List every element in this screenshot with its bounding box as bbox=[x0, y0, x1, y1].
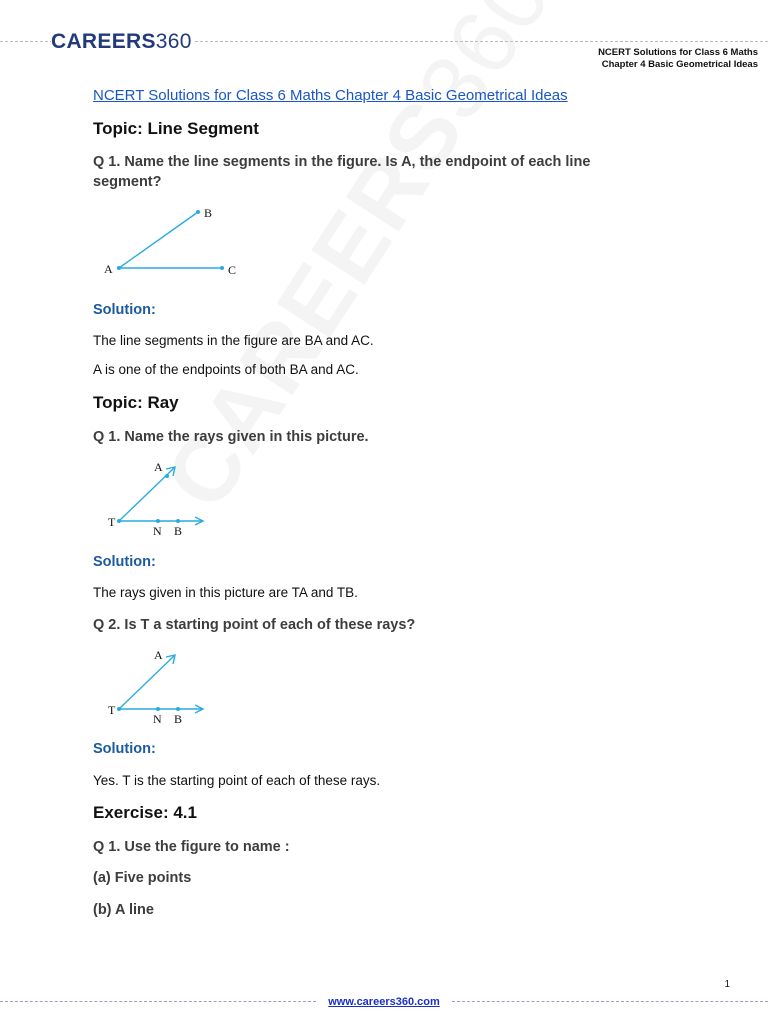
point-a bbox=[117, 266, 121, 270]
line-segment-question: Q 1. Name the line segments in the figure. Is A, the endpoint of each line segment? bbox=[93, 154, 591, 190]
header-doc-title-line2: Chapter 4 Basic Geometrical Ideas bbox=[601, 59, 758, 70]
header-doc-title bbox=[598, 47, 758, 71]
label-n: N bbox=[153, 524, 162, 538]
label-a: A bbox=[154, 460, 163, 474]
point-a bbox=[165, 474, 169, 478]
footer-website-link[interactable]: www.careers360.com bbox=[328, 996, 440, 1008]
label-c: C bbox=[228, 263, 237, 277]
segment-ab bbox=[119, 212, 198, 268]
solution-label: Solution: bbox=[93, 302, 156, 318]
page-number: 1 bbox=[724, 979, 730, 990]
chapter-title-link[interactable]: NCERT Solutions for Class 6 Maths Chapter 4 Basic Geometrical Ideas bbox=[93, 87, 568, 104]
ray-figure-1 bbox=[100, 458, 220, 538]
label-t: T bbox=[108, 703, 116, 717]
exercise-heading: Exercise: 4.1 bbox=[93, 803, 197, 822]
point-c bbox=[220, 266, 224, 270]
point-b bbox=[196, 210, 200, 214]
ray-answer-1: The rays given in this picture are TA and TB. bbox=[93, 585, 358, 600]
solution-label: Solution: bbox=[93, 741, 156, 757]
line-segment-figure bbox=[100, 204, 250, 284]
label-b: B bbox=[204, 206, 213, 220]
label-b: B bbox=[174, 712, 183, 726]
exercise-part-a: (a) Five points bbox=[93, 870, 192, 886]
ray-question-2: Q 2. Is T a starting point of each of these rays? bbox=[93, 617, 416, 633]
ray-figure-2 bbox=[100, 646, 220, 726]
ray-question-1: Q 1. Name the rays given in this picture. bbox=[93, 429, 369, 445]
topic-ray: Topic: Ray bbox=[93, 393, 179, 412]
solution-label: Solution: bbox=[93, 554, 156, 570]
point-b bbox=[176, 707, 180, 711]
label-n: N bbox=[153, 712, 162, 726]
ray-answer-2: Yes. T is the starting point of each of these rays. bbox=[93, 773, 381, 788]
point-t bbox=[117, 519, 121, 523]
point-t bbox=[117, 707, 121, 711]
label-a: A bbox=[154, 648, 163, 662]
exercise-question-1: Q 1. Use the figure to name : bbox=[93, 839, 290, 855]
header-doc-title-line1: NCERT Solutions for Class 6 Maths bbox=[598, 47, 758, 58]
label-b: B bbox=[174, 524, 183, 538]
exercise-part-b: (b) A line bbox=[93, 902, 154, 918]
label-a: A bbox=[104, 262, 113, 276]
line-segment-answer-1: The line segments in the figure are BA and AC. bbox=[93, 333, 374, 348]
point-n bbox=[156, 519, 160, 523]
ray-ta bbox=[119, 656, 174, 709]
point-b bbox=[176, 519, 180, 523]
label-t: T bbox=[108, 515, 116, 529]
topic-line-segment: Topic: Line Segment bbox=[93, 119, 259, 138]
line-segment-answer-2: A is one of the endpoints of both BA and AC. bbox=[93, 362, 359, 377]
careers360-logo[interactable]: CAREERS360 bbox=[51, 30, 192, 53]
point-n bbox=[156, 707, 160, 711]
